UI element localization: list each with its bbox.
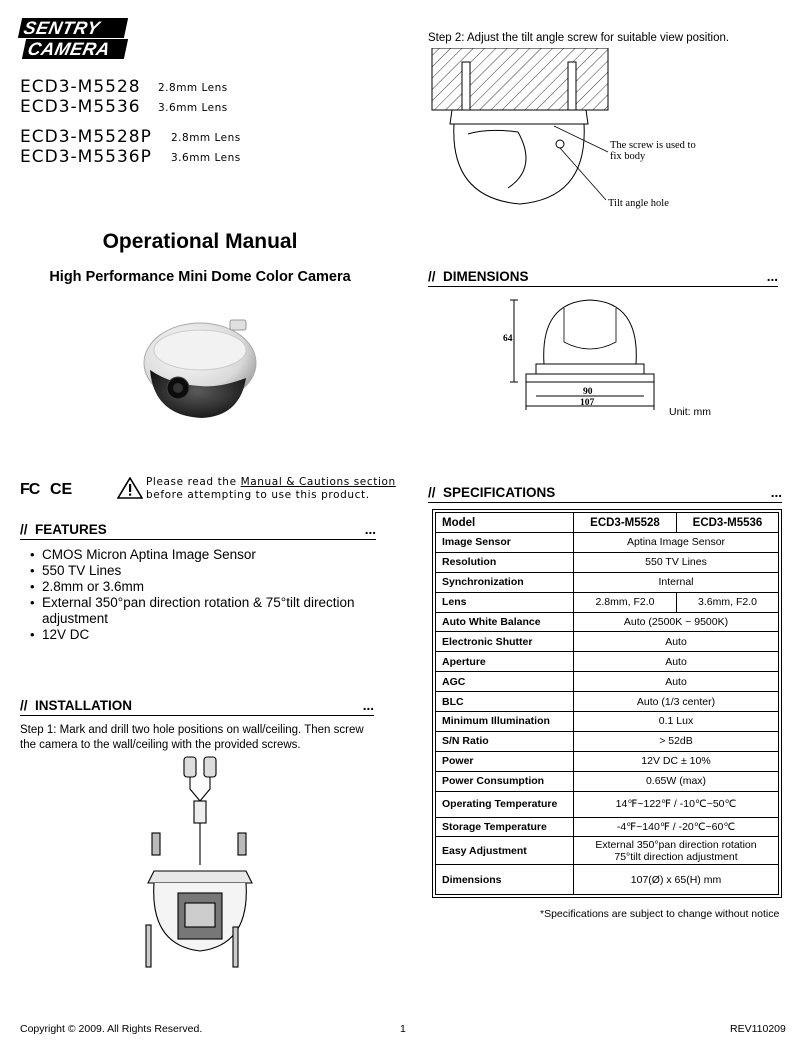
spec-value: Auto (2500K ~ 9500K): [574, 612, 779, 632]
dim-unit: Unit: mm: [669, 406, 711, 418]
table-row: [436, 865, 779, 895]
section-dots: ...: [364, 522, 376, 537]
dimensions-header: [428, 269, 778, 287]
model-lens: 2.8mm Lens: [171, 132, 241, 144]
table-row: [436, 672, 779, 692]
list-item: • External 350°pan direction rotation & 75°tilt direction adjustment: [28, 595, 368, 627]
table-row: [436, 533, 779, 553]
table-row: [436, 692, 779, 712]
spec-label: S/N Ratio: [436, 731, 574, 751]
camera-product-photo: [140, 308, 260, 423]
page-subtitle: High Performance Mini Dome Color Camera: [49, 269, 351, 285]
spec-value: 0.1 Lux: [574, 712, 779, 732]
logo-line-2: CAMERA: [22, 39, 128, 59]
spec-label: BLC: [436, 692, 574, 712]
footer-copyright: Copyright © 2009. All Rights Reserved.: [20, 1023, 203, 1035]
spec-value: -4℉~140℉ / -20℃~60℃: [574, 817, 779, 837]
dimensions-title: DIMENSIONS: [443, 269, 529, 284]
table-row: [436, 791, 779, 817]
spec-note: *Specifications are subject to change without notice: [540, 908, 780, 920]
section-prefix: //: [20, 698, 28, 713]
spec-value: Auto: [574, 632, 779, 652]
table-row: [436, 513, 779, 533]
spec-value: 107(Ø) x 65(H) mm: [574, 865, 779, 895]
table-row: [436, 837, 779, 865]
spec-label: Resolution: [436, 552, 574, 572]
caution-link: Manual & Cautions section: [240, 476, 396, 488]
section-dots: ...: [766, 269, 778, 284]
spec-value: 14℉~122℉ / -10℃~50℃: [574, 791, 779, 817]
list-item: • 2.8mm or 3.6mm: [28, 579, 368, 595]
spec-table-frame: [432, 509, 782, 898]
installation-step-2: Step 2: Adjust the tilt angle screw for suitable view position.: [428, 32, 730, 44]
specifications-title: SPECIFICATIONS: [443, 485, 556, 500]
table-row: [436, 552, 779, 572]
model-lens: 2.8mm Lens: [158, 82, 228, 94]
spec-header-col: ECD3-M5536: [677, 513, 779, 533]
spec-value: 2.8mm, F2.0: [574, 592, 677, 612]
sentry-camera-logo: [20, 18, 128, 60]
table-row: [436, 731, 779, 751]
footer-page-number: 1: [400, 1023, 406, 1035]
spec-label: Dimensions: [436, 865, 574, 895]
table-row: [436, 612, 779, 632]
caution-prefix: Please read the: [146, 476, 241, 488]
spec-value: 0.65W (max): [574, 771, 779, 791]
spec-label: Synchronization: [436, 572, 574, 592]
features-list: [28, 547, 368, 643]
logo-line-1: SENTRY: [18, 18, 128, 38]
model-name: ECD3-M5528P: [20, 127, 152, 147]
spec-value: Internal: [574, 572, 779, 592]
page-title: Operational Manual: [102, 230, 298, 253]
dim-outer-width: 107: [580, 398, 595, 408]
list-item: • 12V DC: [28, 627, 368, 643]
features-title: FEATURES: [35, 522, 107, 537]
list-item: • 550 TV Lines: [28, 563, 368, 579]
spec-header-col: ECD3-M5528: [574, 513, 677, 533]
model-name: ECD3-M5536: [20, 97, 141, 117]
spec-value: > 52dB: [574, 731, 779, 751]
spec-label: Auto White Balance: [436, 612, 574, 632]
caution-notice: [146, 476, 396, 502]
spec-value: 12V DC ± 10%: [574, 751, 779, 771]
tilt-adjustment-drawing: [428, 48, 708, 218]
spec-label: Power: [436, 751, 574, 771]
section-prefix: //: [20, 522, 28, 537]
spec-value: [574, 837, 779, 865]
spec-header-label: Model: [436, 513, 574, 533]
spec-label: Storage Temperature: [436, 817, 574, 837]
spec-value: 550 TV Lines: [574, 552, 779, 572]
table-row: [436, 712, 779, 732]
spec-label: Electronic Shutter: [436, 632, 574, 652]
section-prefix: //: [428, 269, 436, 284]
spec-value: Auto: [574, 672, 779, 692]
spec-label: Operating Temperature: [436, 791, 574, 817]
dim-inner-width: 90: [583, 387, 593, 397]
features-header: [20, 522, 376, 540]
spec-label: Power Consumption: [436, 771, 574, 791]
model-name: ECD3-M5528: [20, 77, 141, 97]
spec-label: Image Sensor: [436, 533, 574, 553]
table-row: [436, 817, 779, 837]
spec-label: Lens: [436, 592, 574, 612]
dim-height: 64: [503, 334, 513, 344]
spec-table: [435, 512, 779, 895]
section-dots: ...: [770, 485, 782, 500]
spec-value: 3.6mm, F2.0: [677, 592, 779, 612]
tilt-hole-label: Tilt angle hole: [608, 198, 669, 209]
installation-exploded-drawing: [130, 755, 270, 980]
table-row: [436, 771, 779, 791]
spec-value: Auto: [574, 652, 779, 672]
spec-label: AGC: [436, 672, 574, 692]
installation-step-1: Step 1: Mark and drill two hole positions on wall/ceiling. Then screw the camera to the wall/ceiling with the provided screws.: [20, 724, 364, 751]
caution-suffix: before attempting to use this product.: [146, 489, 370, 501]
spec-value-line: External 350°pan direction rotation: [595, 838, 757, 851]
model-name: ECD3-M5536P: [20, 147, 152, 167]
spec-value-line: 75°tilt direction adjustment: [614, 850, 738, 863]
spec-label: Minimum Illumination: [436, 712, 574, 732]
spec-label: Aperture: [436, 652, 574, 672]
installation-title: INSTALLATION: [35, 698, 133, 713]
warning-icon: [117, 477, 143, 499]
model-lens: 3.6mm Lens: [171, 152, 241, 164]
table-row: [436, 652, 779, 672]
spec-label: Easy Adjustment: [436, 837, 574, 865]
model-lens: 3.6mm Lens: [158, 102, 228, 114]
ce-mark: CE: [50, 481, 73, 498]
table-row: [436, 632, 779, 652]
screw-label: The screw is used to fix body: [610, 140, 696, 162]
table-row: [436, 572, 779, 592]
section-prefix: //: [428, 485, 436, 500]
fcc-mark: FC: [20, 481, 40, 498]
table-row: [436, 592, 779, 612]
table-row: [436, 751, 779, 771]
installation-header: [20, 698, 374, 716]
spec-value: Aptina Image Sensor: [574, 533, 779, 553]
spec-value: Auto (1/3 center): [574, 692, 779, 712]
specifications-header: [428, 485, 782, 503]
section-dots: ...: [362, 698, 374, 713]
footer-revision: REV110209: [730, 1023, 786, 1035]
list-item: • CMOS Micron Aptina Image Sensor: [28, 547, 368, 563]
